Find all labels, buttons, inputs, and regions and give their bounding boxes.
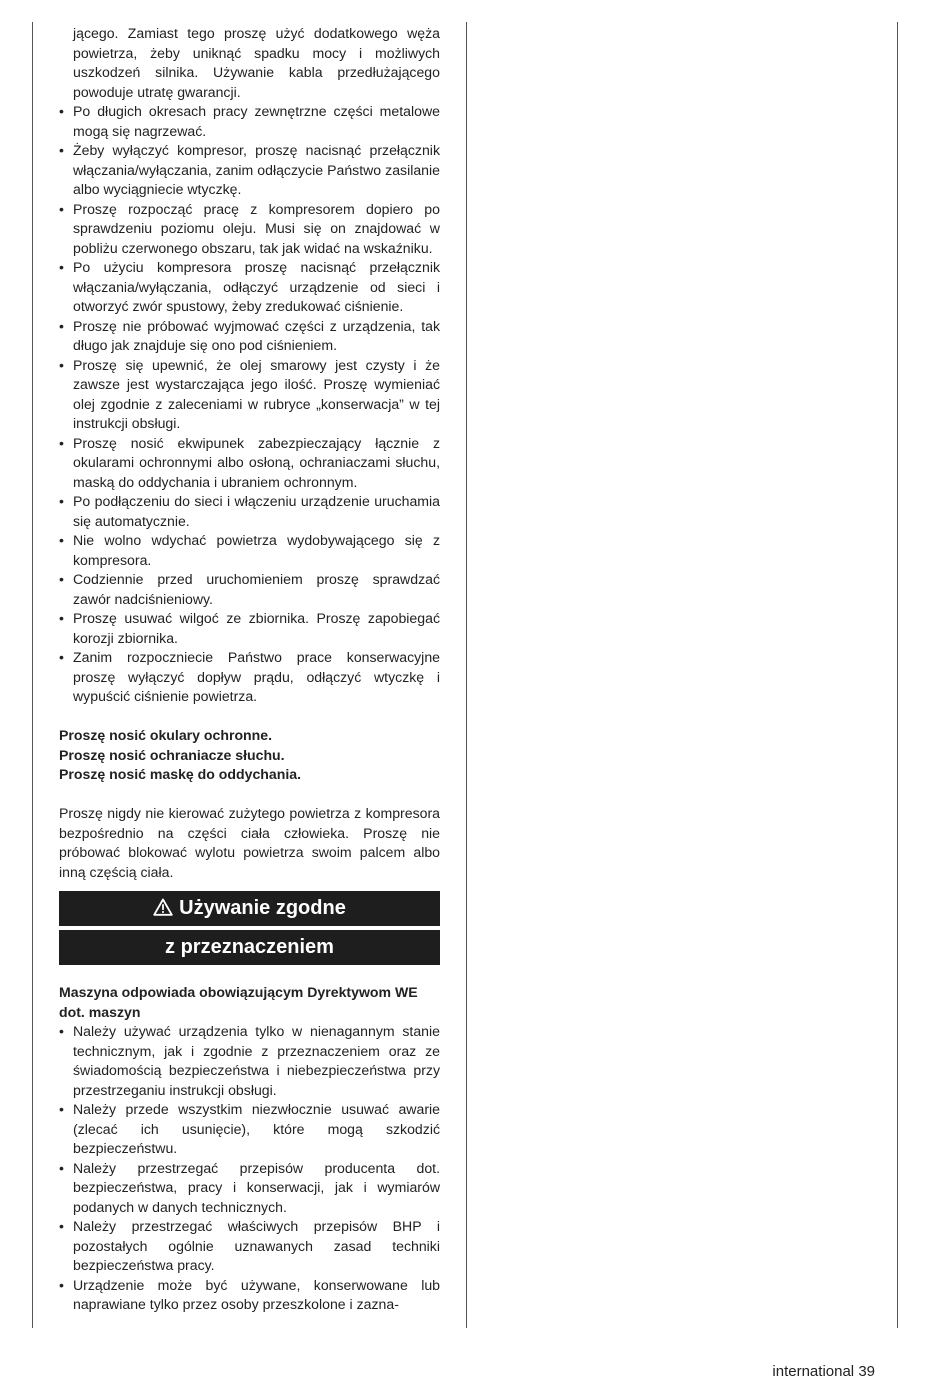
banner-title-1: Używanie zgodne bbox=[179, 897, 346, 919]
warning-triangle-icon bbox=[153, 893, 173, 928]
air-warning-paragraph: Proszę nigdy nie kierować zużytego powietrza z kompresora bezpośrednio na części ciała człowieka. Proszę nie próbować blokować wylotu powietrza swoim palcem albo inną częścią ciała. bbox=[59, 805, 440, 880]
list-item: • Proszę rozpocząć pracę z kompresorem dopiero po sprawdzeniu poziomu oleju. Musi się on znajdować w pobliżu czerwonego obszaru, tak jak widać na wskaźniku. bbox=[59, 200, 440, 259]
usage-list bbox=[59, 1022, 440, 1315]
safety-list bbox=[59, 102, 440, 707]
banner-line-1 bbox=[59, 891, 440, 926]
list-item: • Urządzenie może być używane, konserwowane lub naprawiane tylko przez osoby przeszkolone i zazna- bbox=[59, 1276, 440, 1315]
list-item: • Po użyciu kompresora proszę nacisnąć przełącznik włączania/wyłączania, odłączyć urządzenie od sieci i otworzyć zwór spustowy, żeby zredukować ciśnienie. bbox=[59, 258, 440, 317]
list-item: • Po podłączeniu do sieci i włączeniu urządzenie uruchamia się automatycznie. bbox=[59, 492, 440, 531]
text-column bbox=[59, 24, 440, 1315]
list-item: • Należy używać urządzenia tylko w nienagannym stanie technicznym, jak i zgodnie z przeznaczeniem oraz ze świadomością bezpieczeństwa i niebezpieczeństwa przy przestrzeganiu instrukcji obsługi. bbox=[59, 1022, 440, 1100]
list-item: • Proszę nosić ekwipunek zabezpieczający łącznie z okularami ochronnymi albo osłoną, ochraniaczami słuchu, maską do oddychania i ubraniem ochronnym. bbox=[59, 434, 440, 493]
list-item: • Proszę nie próbować wyjmować części z urządzenia, tak długo jak znajduje się ono pod ciśnieniem. bbox=[59, 317, 440, 356]
page-footer bbox=[772, 1363, 875, 1380]
list-item: • Należy przede wszystkim niezwłocznie usuwać awarie (zlecać ich usunięcie), które mogą szkodzić bezpieczeństwu. bbox=[59, 1100, 440, 1159]
right-column-rule bbox=[897, 22, 898, 1328]
list-item: • Należy przestrzegać właściwych przepisów BHP i pozostałych ogólnie uznawanych zasad techniki bezpieczeństwa pracy. bbox=[59, 1217, 440, 1276]
center-column-rule bbox=[466, 22, 467, 1328]
note-hearing: Proszę nosić ochraniacze słuchu. bbox=[59, 746, 285, 763]
page-number: 39 bbox=[858, 1363, 875, 1380]
list-item: • Proszę się upewnić, że olej smarowy jest czysty i że zawsze jest wystarczająca jego ilość. Proszę wymieniać olej zgodnie z zaleceniami w rubryce „konserwacja” w tej instrukcji obsługi. bbox=[59, 356, 440, 434]
list-item: • Codziennie przed uruchomieniem proszę sprawdzać zawór nadciśnieniowy. bbox=[59, 570, 440, 609]
list-item: • Należy przestrzegać przepisów producenta dot. bezpieczeństwa, pracy i konserwacji, jak i wymiarów podanych w danych technicznych. bbox=[59, 1159, 440, 1218]
section-banner bbox=[59, 891, 440, 965]
list-item: • Nie wolno wdychać powietrza wydobywającego się z kompresora. bbox=[59, 531, 440, 570]
left-column-rule bbox=[32, 22, 33, 1328]
note-mask: Proszę nosić maskę do oddychania. bbox=[59, 766, 302, 782]
list-item: • Proszę usuwać wilgoć ze zbiornika. Proszę zapobiegać korozji zbiornika. bbox=[59, 609, 440, 648]
continued-paragraph: jącego. Zamiast tego proszę użyć dodatkowego węża powietrza, żeby uniknąć spadku mocy i możliwych uszkodzeń silnika. Używanie kabla przedłużającego powoduje utratę gwarancji. bbox=[73, 25, 440, 100]
list-item: • Żeby wyłączyć kompresor, proszę nacisnąć przełącznik włączania/wyłączania, zanim odłączycie Państwo zasilanie albo wyciągniecie wtyczkę. bbox=[59, 141, 440, 200]
list-item: • Po długich okresach pracy zewnętrzne części metalowe mogą się nagrzewać. bbox=[59, 102, 440, 141]
banner-line-2 bbox=[59, 930, 440, 965]
list-item: • Zanim rozpoczniecie Państwo prace konserwacyjne proszę wyłączyć dopływ prądu, odłączyć wtyczkę i wypuścić ciśnienie powietrza. bbox=[59, 648, 440, 707]
banner-title-2: z przeznaczeniem bbox=[165, 936, 334, 958]
directive-heading: Maszyna odpowiada obowiązującym Dyrektywom WE dot. maszyn bbox=[59, 984, 418, 1020]
note-glasses: Proszę nosić okulary ochronne. bbox=[59, 727, 273, 743]
footer-label: international bbox=[772, 1363, 855, 1380]
